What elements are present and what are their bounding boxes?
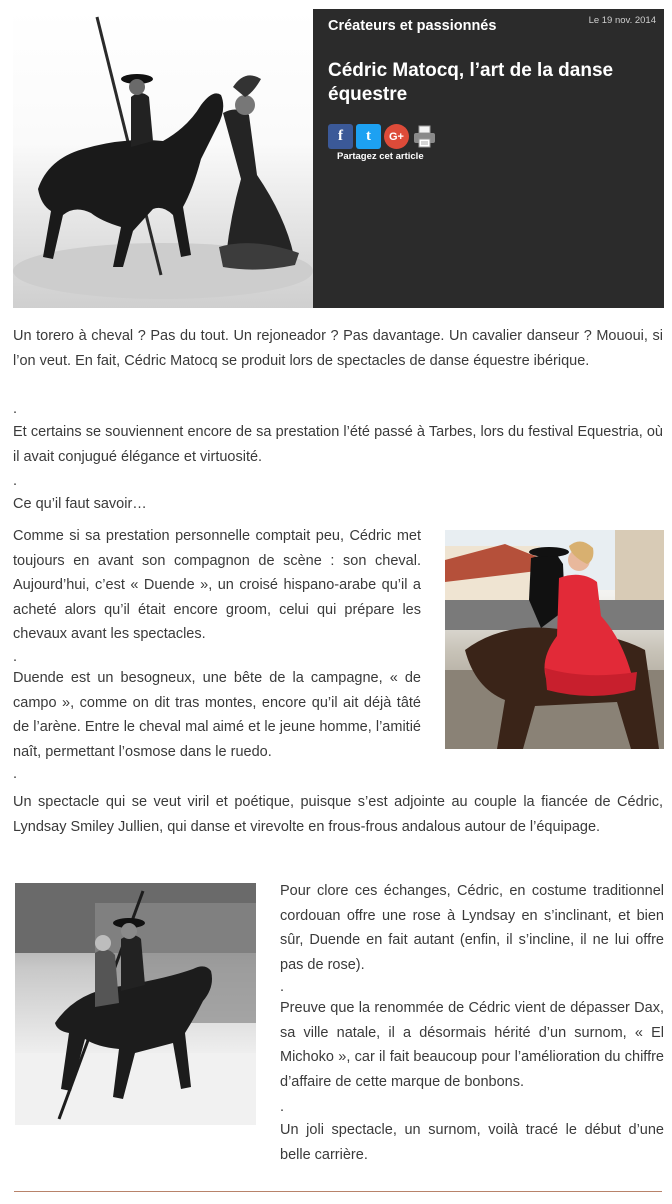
publish-date: Le 19 nov. 2014 [588, 15, 656, 26]
rider-and-flamenco-dancer-photo [13, 9, 313, 308]
category-link[interactable]: Créateurs et passionnés [328, 18, 497, 34]
hero-photo [13, 9, 313, 308]
separator-dot: . [13, 649, 18, 665]
printer-icon[interactable] [412, 124, 437, 149]
paragraph-duende: Duende est un besogneux, une bête de la campagne, « de campo », comme on dit tras montes, encore qu’il ait déjà tâté de l’arène. Entre le cheval mal aimé et le jeune homme, l’amitié naît, permettant l’osmose dans le ruedo. [13, 670, 421, 760]
paragraph-rose: Pour clore ces échanges, Cédric, en costume traditionnel cordouan offre une rose à Lyndsay en s’inclinant, et bien sûr, Duende en fait autant (enfin, il s’incline, il ne lui offre pas de rose). [280, 883, 664, 973]
separator-dot: . [13, 766, 18, 782]
bottom-divider [14, 1191, 662, 1192]
twitter-icon[interactable]: t [356, 124, 381, 149]
paragraph-intro: Un torero à cheval ? Pas du tout. Un rejoneador ? Pas davantage. Un cavalier danseur ? Mououi, si l’on veut. En fait, Cédric Matocq se produit lors de spectacles de danse équestre ibérique. [13, 328, 663, 369]
paragraph-companion: Comme si sa prestation personnelle comptait peu, Cédric met toujours en avant son compagnon de scène : son cheval. Aujourd’hui, c’est « Duende », un croisé hispano-arabe qu’il a acheté alors qu’il était encore groom, celui qui prépare les chevaux avant les spectacles. [13, 528, 421, 642]
share-buttons [328, 124, 437, 149]
article-title: Cédric Matocq, l’art de la danse équestre [328, 60, 614, 105]
facebook-icon[interactable]: f [328, 124, 353, 149]
inline-photo-right [445, 530, 664, 749]
separator-dot: . [280, 1099, 285, 1115]
paragraph-spectacle: Un spectacle qui se veut viril et poétique, puisque s’est adjointe au couple la fiancée de Cédric, Lyndsay Smiley Jullien, qui danse et virevolte en frous-frous andalous autour de l’équipage. [13, 794, 663, 835]
share-label: Partagez cet article [337, 151, 424, 162]
google-plus-icon[interactable]: G+ [384, 124, 409, 149]
rider-with-lance-photo [15, 883, 256, 1125]
separator-dot: . [13, 473, 18, 489]
rider-and-dancer-in-red-dress-photo [445, 530, 664, 749]
inline-photo-left [15, 883, 256, 1125]
article-hero [13, 9, 664, 308]
article-header-panel [313, 9, 664, 308]
separator-dot: . [280, 979, 285, 995]
paragraph-subhead: Ce qu’il faut savoir… [13, 496, 147, 512]
paragraph-nickname: Preuve que la renommée de Cédric vient de dépasser Dax, sa ville natale, il a désormais hérité d’un surnom, « El Michoko », car il fait beaucoup pour l’amélioration du chiffre d’affaire de cette marque de bonbons. [280, 1000, 664, 1090]
separator-dot: . [13, 401, 18, 417]
paragraph-tarbes: Et certains se souviennent encore de sa prestation l’été passé à Tarbes, lors du festival Equestria, où il avait conjugué élégance et virtuosité. [13, 424, 663, 465]
paragraph-conclusion: Un joli spectacle, un surnom, voilà tracé le début d’une belle carrière. [280, 1122, 664, 1163]
